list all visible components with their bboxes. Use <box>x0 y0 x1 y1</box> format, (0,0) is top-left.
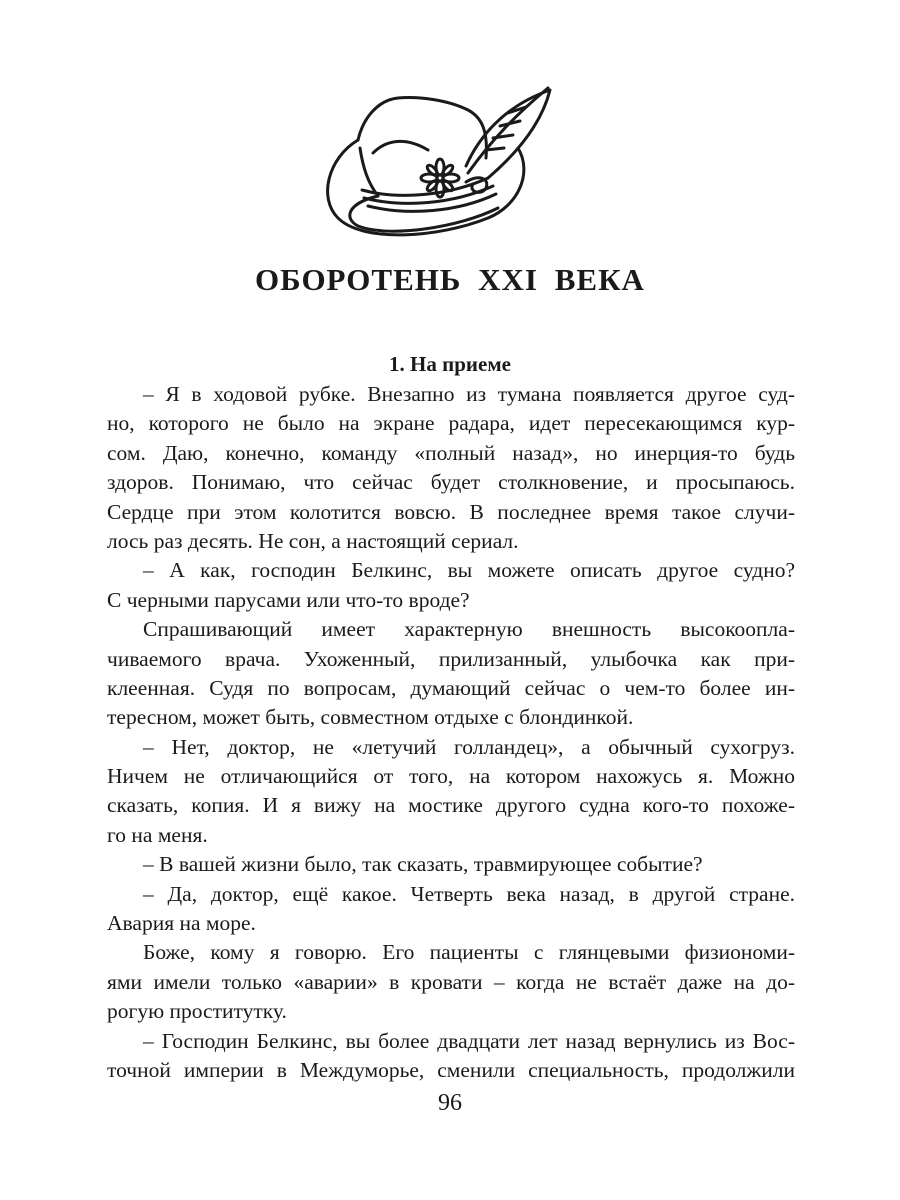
text-line: сказать, копия. И я вижу на мостике другого судна кого-то похоже- <box>107 793 795 818</box>
text-line: го на меня. <box>107 822 208 847</box>
text-line: – Господин Белкинс, вы более двадцати лет назад вернулись из Вос- <box>143 1028 795 1053</box>
text-line: – Да, доктор, ещё какое. Четверть века назад, в другой стране. <box>143 881 795 906</box>
text-line: – В вашей жизни было, так сказать, травмирующее событие? <box>143 852 703 877</box>
text-line: точной империи в Междуморье, сменили специальность, продолжили <box>107 1057 795 1082</box>
text-line: рогую проститутку. <box>107 999 287 1024</box>
text-line: клеенная. Судя по вопросам, думающий сейчас о чем-то более ин- <box>107 675 795 700</box>
text-line: но, которого не было на экране радара, идет пересекающимся кур- <box>107 411 795 436</box>
text-line: Авария на море. <box>107 911 256 936</box>
text-line: тересном, может быть, совместном отдыхе с блондинкой. <box>107 705 634 730</box>
text-line: Сердце при этом колотится вовсю. В последнее время такое случи- <box>107 499 795 524</box>
text-line: Боже, кому я говорю. Его пациенты с глянцевыми физиономи- <box>143 940 795 965</box>
text-line: – Нет, доктор, не «летучий голландец», а обычный сухогруз. <box>143 734 795 759</box>
text-line: – Я в ходовой рубке. Внезапно из тумана появляется другое суд- <box>143 382 795 406</box>
text-line: лось раз десять. Не сон, а настоящий сериал. <box>107 528 519 553</box>
page-number: 96 <box>438 1090 462 1116</box>
text-line: сом. Даю, конечно, команду «полный назад», но инерция-то будь <box>107 440 795 465</box>
text-line: Спрашивающий имеет характерную внешность высокоопла- <box>143 617 795 642</box>
text-line: – А как, господин Белкинс, вы можете описать другое судно? <box>143 558 795 583</box>
chapter-title: ОБОРОТЕНЬ XXI ВЕКА <box>255 262 645 297</box>
text-line: Ничем не отличающийся от того, на котором нахожусь я. Можно <box>107 764 795 789</box>
hat-illustration-icon <box>318 78 558 250</box>
section-heading: 1. На приеме <box>389 352 511 376</box>
text-line: С черными парусами или что-то вроде? <box>107 587 470 612</box>
text-line: чиваемого врача. Ухоженный, прилизанный, улыбочка как при- <box>107 646 795 671</box>
text-line: ями имели только «аварии» в кровати – когда не встаёт даже на до- <box>107 969 795 994</box>
body-text <box>107 380 795 1085</box>
text-line: здоров. Понимаю, что сейчас будет столкновение, и просыпаюсь. <box>107 470 795 495</box>
